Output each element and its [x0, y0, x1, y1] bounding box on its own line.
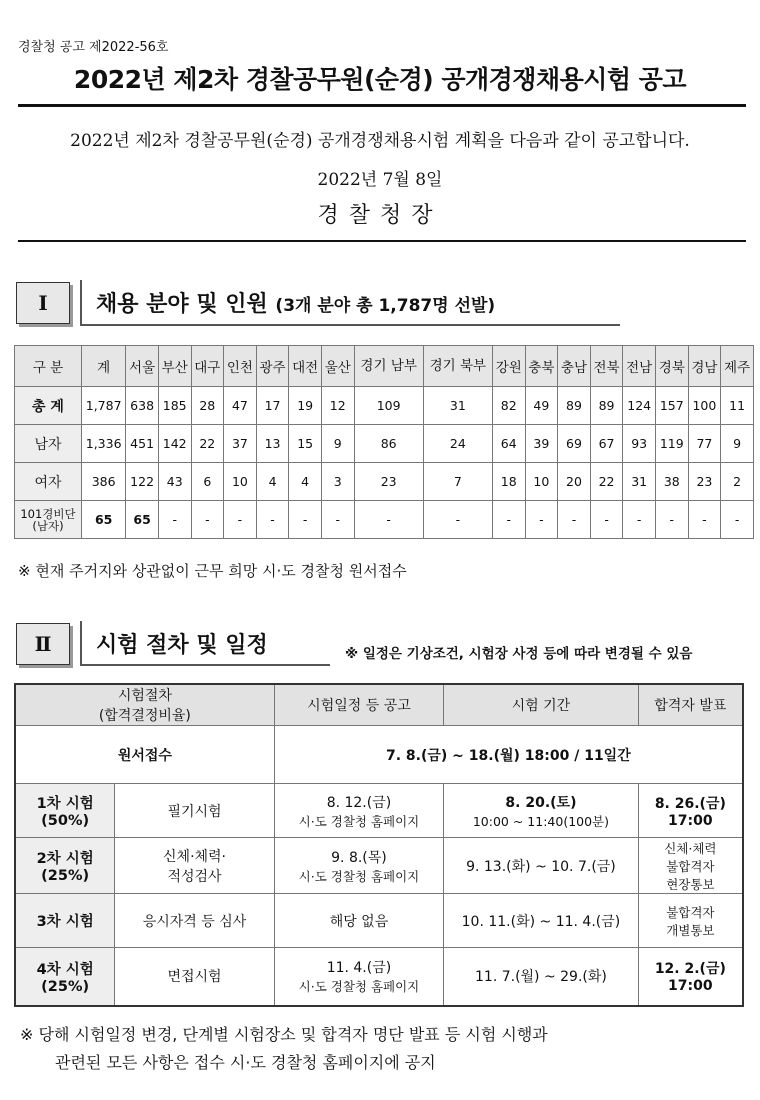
- recruit-cell: 82: [492, 387, 525, 425]
- section2-number: Ⅱ: [16, 623, 70, 665]
- stage2-result-line1: 신체·체력: [664, 840, 717, 856]
- header-procedure: [15, 684, 274, 726]
- recruit-cell: -: [191, 501, 224, 539]
- stage4-period: 11. 7.(월) ~ 29.(화): [444, 948, 639, 1006]
- recruit-cell: 23: [688, 463, 721, 501]
- recruit-row: [15, 425, 754, 463]
- stage1-result: [638, 784, 743, 838]
- section1-subtitle: (3개 분야 총 1,787명 선발): [275, 296, 496, 316]
- stage3-type: 응시자격 등 심사: [115, 894, 274, 948]
- stage3-result: [638, 894, 743, 948]
- recruit-cell: 20: [558, 463, 591, 501]
- recruit-col-header: 경북: [655, 346, 688, 387]
- recruit-cell: 4: [289, 463, 322, 501]
- recruit-cell: 31: [423, 387, 492, 425]
- stage1-type: 필기시험: [115, 784, 274, 838]
- recruit-cell: -: [525, 501, 558, 539]
- recruit-cell: 89: [590, 387, 623, 425]
- stage3-period: 10. 11.(화) ~ 11. 4.(금): [444, 894, 639, 948]
- recruit-col-header: 대전: [289, 346, 322, 387]
- stage3-result-line2: 개별통보: [666, 922, 715, 938]
- header-procedure-label: 시험절차: [117, 688, 172, 704]
- recruit-col-header: 울산: [321, 346, 354, 387]
- recruit-col-header: 경남: [688, 346, 721, 387]
- recruit-cell: 7: [423, 463, 492, 501]
- recruit-col-header: 충북: [525, 346, 558, 387]
- schedule-header-row: [15, 684, 743, 726]
- stage2-type-line2: 적성검사: [167, 868, 222, 885]
- header-announce: 시험일정 등 공고: [274, 684, 443, 726]
- recruit-cell: 119: [655, 425, 688, 463]
- recruit-cell: 15: [289, 425, 322, 463]
- recruit-cell: -: [256, 501, 289, 539]
- recruit-cell: 451: [126, 425, 159, 463]
- stage4-announce: [274, 948, 443, 1006]
- stage1-period: [444, 784, 639, 838]
- recruit-cell: 31: [623, 463, 656, 501]
- recruit-cell: 13: [256, 425, 289, 463]
- recruit-cell: 157: [655, 387, 688, 425]
- recruitment-table: [14, 345, 754, 539]
- stage4-announce-where: 시·도 경찰청 홈페이지: [298, 979, 420, 995]
- stage3-label: 3차 시험: [15, 894, 115, 948]
- recruit-cell: 6: [191, 463, 224, 501]
- recruit-cell: 89: [558, 387, 591, 425]
- recruit-cell: -: [423, 501, 492, 539]
- recruit-cell: 1,336: [82, 425, 126, 463]
- stage2-announce: [274, 838, 443, 894]
- recruit-cell: 19: [289, 387, 322, 425]
- section1-title: [96, 287, 495, 318]
- stage4-row: [15, 948, 743, 1006]
- stage2-type-line1: 신체·체력·: [163, 848, 227, 865]
- recruit-cell: -: [558, 501, 591, 539]
- section1-note: ※ 현재 주거지와 상관없이 근무 희망 시·도 경찰청 원서접수: [18, 562, 407, 580]
- header-divider: [18, 240, 746, 242]
- recruit-cell: -: [224, 501, 257, 539]
- recruit-col-header: 충남: [558, 346, 591, 387]
- stage2-result-line2: 불합격자: [666, 858, 715, 874]
- recruit-cell: -: [688, 501, 721, 539]
- recruit-cell: 64: [492, 425, 525, 463]
- stage4-name: 4차 시험: [36, 961, 94, 978]
- recruit-col-header: 경기 북부: [423, 346, 492, 387]
- recruit-cell: 69: [558, 425, 591, 463]
- page-title: 2022년 제2차 경찰공무원(순경) 공개경쟁채용시험 공고: [73, 65, 687, 94]
- issuer: 경찰청장: [317, 203, 443, 228]
- recruit-cell: 638: [126, 387, 159, 425]
- stage1-announce: [274, 784, 443, 838]
- recruit-cell: 77: [688, 425, 721, 463]
- stage1-label: [15, 784, 115, 838]
- intro-text: 2022년 제2차 경찰공무원(순경) 공개경쟁채용시험 계획을 다음과 같이 공고합니다.: [70, 131, 690, 151]
- header-period: 시험 기간: [444, 684, 639, 726]
- recruit-cell: -: [590, 501, 623, 539]
- stage2-result-line3: 현장통보: [666, 876, 715, 892]
- recruit-cell: 23: [354, 463, 423, 501]
- recruit-cell: -: [321, 501, 354, 539]
- stage2-row: [15, 838, 743, 894]
- stage4-result-date: 12. 2.(금): [654, 961, 726, 978]
- recruit-cell: 49: [525, 387, 558, 425]
- stage1-row: [15, 784, 743, 838]
- recruit-cell: 2: [721, 463, 754, 501]
- recruit-col-header: 광주: [256, 346, 289, 387]
- recruit-col-header: 강원: [492, 346, 525, 387]
- recruit-col-header: 구 분: [15, 346, 82, 387]
- recruit-col-header: 제주: [721, 346, 754, 387]
- stage2-period: 9. 13.(화) ~ 10. 7.(금): [444, 838, 639, 894]
- recruit-cell: -: [721, 501, 754, 539]
- stage2-label: [15, 838, 115, 894]
- section1-title-text: 채용 분야 및 인원: [96, 292, 268, 317]
- stage2-announce-date: 9. 8.(목): [331, 849, 387, 866]
- stage1-period-detail: 10:00 ~ 11:40(100분): [472, 813, 610, 829]
- recruit-cell: -: [492, 501, 525, 539]
- header-procedure-sub: (합격결정비율): [98, 708, 191, 724]
- recruit-col-header: 인천: [224, 346, 257, 387]
- recruit-cell: 11: [721, 387, 754, 425]
- stage4-label: [15, 948, 115, 1006]
- recruit-col-header: 전북: [590, 346, 623, 387]
- recruit-cell: 22: [191, 425, 224, 463]
- stage1-announce-date: 8. 12.(금): [326, 794, 392, 811]
- stage2-type: [115, 838, 274, 894]
- recruit-cell: 100: [688, 387, 721, 425]
- recruit-row: [15, 501, 754, 539]
- recruit-cell: 10: [525, 463, 558, 501]
- schedule-table: [14, 683, 744, 1007]
- stage1-result-date: 8. 26.(금): [654, 795, 726, 812]
- footnote-line1: ※ 당해 시험일정 변경, 단계별 시험장소 및 합격자 명단 발표 등 시험 시행과: [20, 1025, 548, 1044]
- application-period: 7. 8.(금) ~ 18.(월) 18:00 / 11일간: [274, 726, 743, 784]
- section2-title: 시험 절차 및 일정: [96, 633, 268, 658]
- recruit-cell: 1,787: [82, 387, 126, 425]
- application-row: [15, 726, 743, 784]
- section2-divider: [80, 621, 82, 665]
- recruit-cell: 67: [590, 425, 623, 463]
- stage2-ratio: (25%): [41, 868, 90, 884]
- recruit-col-header: 계: [82, 346, 126, 387]
- recruit-col-header: 경기 남부: [354, 346, 423, 387]
- notice-number: 경찰청 공고 제2022-56호: [18, 40, 169, 55]
- recruit-cell: 9: [721, 425, 754, 463]
- recruit-cell: 93: [623, 425, 656, 463]
- stage4-ratio: (25%): [41, 978, 90, 995]
- stage2-announce-where: 시·도 경찰청 홈페이지: [298, 868, 420, 884]
- recruit-cell: 185: [158, 387, 191, 425]
- header-result: 합격자 발표: [638, 684, 743, 726]
- recruit-cell: 37: [224, 425, 257, 463]
- stage2-name: 2차 시험: [36, 851, 94, 867]
- recruit-cell: 124: [623, 387, 656, 425]
- recruit-row: [15, 387, 754, 425]
- recruit-col-header: 부산: [158, 346, 191, 387]
- section1-underline: [80, 324, 620, 326]
- recruit-row-label: 남자: [15, 425, 82, 463]
- recruit-cell: 38: [655, 463, 688, 501]
- section2-underline: [80, 664, 330, 666]
- stage1-period-date: 8. 20.(토): [505, 794, 577, 811]
- recruit-cell: 10: [224, 463, 257, 501]
- recruit-cell: 65: [82, 501, 126, 539]
- section2-note: ※ 일정은 기상조건, 시험장 사정 등에 따라 변경될 수 있음: [345, 646, 693, 662]
- stage3-announce: 해당 없음: [274, 894, 443, 948]
- recruit-cell: 122: [126, 463, 159, 501]
- stage4-result-time: 17:00: [668, 978, 713, 995]
- recruit-cell: 47: [224, 387, 257, 425]
- recruit-row-label: 101경비단 (남자): [15, 501, 82, 539]
- stage3-row: [15, 894, 743, 948]
- title-rule: [18, 104, 746, 107]
- footnote-line2: 관련된 모든 사항은 접수 시·도 경찰청 홈페이지에 공지: [55, 1053, 436, 1072]
- section1-divider: [80, 280, 82, 324]
- recruit-cell: 9: [321, 425, 354, 463]
- recruit-cell: 17: [256, 387, 289, 425]
- application-label: 원서접수: [15, 726, 274, 784]
- recruit-cell: 43: [158, 463, 191, 501]
- recruit-cell: 18: [492, 463, 525, 501]
- recruit-cell: 86: [354, 425, 423, 463]
- stage1-result-time: 17:00: [668, 812, 713, 829]
- recruit-cell: 142: [158, 425, 191, 463]
- recruit-cell: 39: [525, 425, 558, 463]
- recruit-cell: -: [158, 501, 191, 539]
- recruit-cell: 386: [82, 463, 126, 501]
- stage2-result: [638, 838, 743, 894]
- stage3-result-line1: 불합격자: [666, 904, 715, 920]
- recruit-cell: 24: [423, 425, 492, 463]
- stage4-type: 면접시험: [115, 948, 274, 1006]
- recruit-cell: 3: [321, 463, 354, 501]
- recruit-cell: -: [354, 501, 423, 539]
- recruit-col-header: 대구: [191, 346, 224, 387]
- recruit-cell: 28: [191, 387, 224, 425]
- recruit-header-row: [15, 346, 754, 387]
- notice-date: 2022년 7월 8일: [317, 170, 443, 190]
- recruit-cell: 65: [126, 501, 159, 539]
- recruit-cell: -: [289, 501, 322, 539]
- recruit-cell: 22: [590, 463, 623, 501]
- stage1-name: 1차 시험: [36, 796, 94, 812]
- recruit-cell: 109: [354, 387, 423, 425]
- stage4-result: [638, 948, 743, 1006]
- section1-number: Ⅰ: [16, 282, 70, 324]
- recruit-row-label: 여자: [15, 463, 82, 501]
- recruit-cell: 12: [321, 387, 354, 425]
- stage1-announce-where: 시·도 경찰청 홈페이지: [298, 813, 420, 829]
- recruit-cell: 4: [256, 463, 289, 501]
- recruit-row: [15, 463, 754, 501]
- stage4-announce-date: 11. 4.(금): [326, 960, 392, 977]
- recruit-col-header: 서울: [126, 346, 159, 387]
- stage1-ratio: (50%): [41, 813, 90, 829]
- recruit-col-header: 전남: [623, 346, 656, 387]
- recruit-row-label: 총 계: [15, 387, 82, 425]
- recruit-cell: -: [623, 501, 656, 539]
- recruit-cell: -: [655, 501, 688, 539]
